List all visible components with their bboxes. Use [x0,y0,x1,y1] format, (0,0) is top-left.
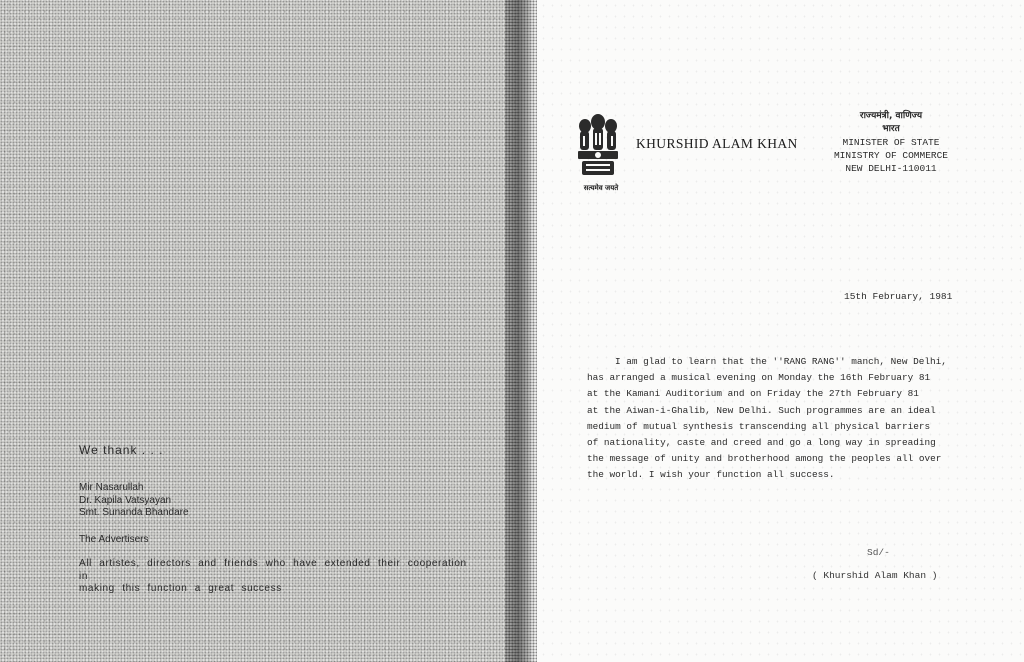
hindi-country: भारत [882,124,900,134]
letter-line: medium of mutual synthesis transcending all physical barriers [587,420,931,432]
hindi-title: राज्यमंत्री, वाणिज्य [859,111,923,121]
signatory-name: ( Khurshid Alam Khan ) [812,570,938,581]
thanks-artistes [79,558,469,596]
letter-date: 15th February, 1981 [844,291,953,302]
thanks-artistes-line-2: making this function a great success [79,583,282,594]
letter-body [587,354,977,484]
ministry-name: MINISTRY OF COMMERCE [833,150,949,161]
letter-line: at the Kamani Auditorium and on Friday the 27th February 81 [587,388,919,400]
letterhead-address [826,110,956,175]
letter-line: the world. I wish your function all success. [587,469,835,481]
thanks-name-1: Mir Nasarullah [79,482,144,493]
letter-line: I am glad to learn that the ''RANG RANG'' manch, New Delhi, [615,356,947,367]
thanks-list [79,482,479,596]
address-city: NEW DELHI-110011 [845,163,937,174]
thanks-advertisers: The Advertisers [79,533,149,545]
letter-line: has arranged a musical evening on Monday the 16th February 81 [587,372,931,384]
minister-name: KHURSHID ALAM KHAN [636,136,798,151]
book-gutter [505,0,537,662]
letter-line: at the Aiwan-i-Ghalib, New Delhi. Such programmes are an ideal [587,404,936,416]
state-emblem-icon [573,106,623,192]
minister-title: MINISTER OF STATE [842,137,940,148]
thanks-name-3: Smt. Sunanda Bhandare [79,507,189,518]
emblem-motto: सत्यमेव जयते [583,184,619,192]
letter-line: the message of unity and brotherhood among the peoples all over [587,453,942,465]
thanks-artistes-line-1: All artistes, directors and friends who have extended their cooperation in [79,558,467,582]
right-page [530,0,1024,662]
letter-line: of nationality, caste and creed and go a long way in spreading [587,437,936,449]
thanks-heading: We thank . . . [79,443,164,457]
signature-mark: Sd/- [867,547,890,558]
thanks-name-2: Dr. Kapila Vatsyayan [79,494,172,506]
